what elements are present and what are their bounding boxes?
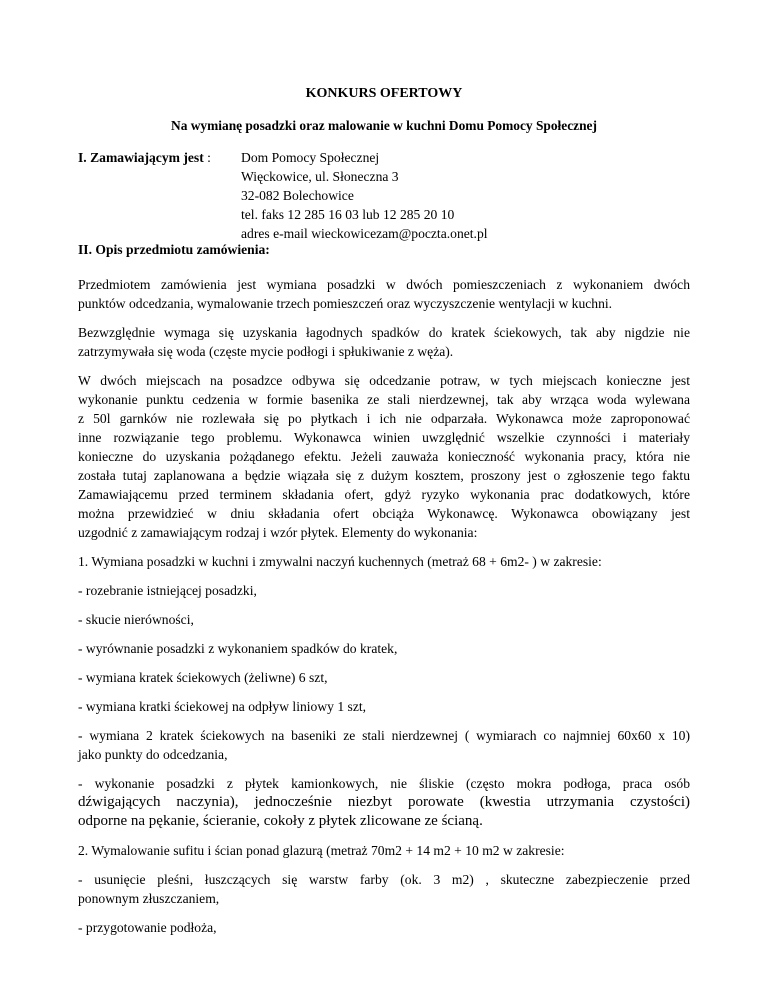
paragraph-line: Przedmiotem zamówienia jest wymiana posadzki w dwóch pomieszczeniach z wykonaniem dwóch xyxy=(78,277,690,292)
document-title: KONKURS OFERTOWY xyxy=(305,86,463,101)
orderer-section xyxy=(78,148,698,243)
paragraph xyxy=(78,552,690,571)
paragraph-line: - wymiana kratki ściekowej na odpływ liniowy 1 szt, xyxy=(78,699,367,714)
paragraph-line: 2. Wymalowanie sufitu i ścian ponad glazurą (metraż 70m2 + 14 m2 + 10 m2 w zakresie: xyxy=(78,843,565,858)
orderer-email: adres e-mail wieckowicezam@poczta.onet.pl xyxy=(241,226,488,241)
paragraph-line: inne rozwiązanie tego problemu. Wykonawca winien uwzględnić wszelkie czynności i materiały xyxy=(78,430,690,445)
orderer-street: Więckowice, ul. Słoneczna 3 xyxy=(241,169,399,184)
paragraph-line: można przewidzieć w dniu składania ofert obciąża Wykonawcę. Wykonawca obowiązany jest xyxy=(78,506,690,521)
orderer-phone: tel. faks 12 285 16 03 lub 12 285 20 10 xyxy=(241,207,455,222)
section-heading: II. Opis przedmiotu zamówienia: xyxy=(78,242,270,257)
paragraph xyxy=(78,639,690,658)
paragraph xyxy=(78,668,690,687)
paragraph xyxy=(78,581,690,600)
paragraph xyxy=(78,841,690,860)
orderer-address xyxy=(241,148,488,243)
paragraph-line: konieczne do uzyskania pożądanego efektu. Jeżeli zauważa konieczność wykonania pracy, która nie xyxy=(78,449,690,464)
document-body xyxy=(78,275,690,947)
paragraph-line: wykonanie punktu cedzenia w formie basenika ze stali nierdzewnej, tak aby wrząca woda wylewana xyxy=(78,392,690,407)
paragraph xyxy=(78,870,690,908)
paragraph xyxy=(78,371,690,542)
paragraph-line: - wymiana 2 kratek ściekowych na baseniki ze stali nierdzewnej ( wymiarach co najmniej 60x60 x 10) xyxy=(78,728,690,743)
paragraph-line: - skucie nierówności, xyxy=(78,612,194,627)
paragraph-line: odporne na pękanie, ścieranie, cokoły z płytek zlicowane ze ścianą. xyxy=(78,813,483,829)
paragraph-line: - rozebranie istniejącej posadzki, xyxy=(78,583,257,598)
paragraph xyxy=(78,918,690,937)
paragraph xyxy=(78,697,690,716)
paragraph-line: - wymiana kratek ściekowych (żeliwne) 6 szt, xyxy=(78,670,328,685)
paragraph-line: dźwigających naczynia), jednocześnie niezbyt porowate (kwestia utrzymania czystości) xyxy=(78,794,690,810)
paragraph-line: uzgodnić z zamawiającym rodzaj i wzór płytek. Elementy do wykonania: xyxy=(78,525,478,540)
paragraph xyxy=(78,774,690,831)
paragraph-line: - usunięcie pleśni, łuszczących się warstw farby (ok. 3 m2) , skuteczne zabezpieczenie przed xyxy=(78,872,690,887)
paragraph-line: ponownym złuszczaniem, xyxy=(78,891,220,906)
paragraph xyxy=(78,323,690,361)
paragraph xyxy=(78,275,690,313)
paragraph xyxy=(78,610,690,629)
paragraph xyxy=(78,726,690,764)
document-subtitle: Na wymianę posadzki oraz malowanie w kuchni Domu Pomocy Społecznej xyxy=(171,118,597,133)
paragraph-line: - wyrównanie posadzki z wykonaniem spadków do kratek, xyxy=(78,641,398,656)
paragraph-line: punktów odcedzania, wymalowanie trzech pomieszczeń oraz wyczyszczenie wentylacji w kuchni. xyxy=(78,296,613,311)
paragraph-line: W dwóch miejscach na posadzce odbywa się odcedzanie potraw, w tych miejscach konieczne jest xyxy=(78,373,690,388)
paragraph-line: Zamawiającemu przed terminem składania ofert, gdyż ryzyko wykonania prac dodatkowych, które xyxy=(78,487,690,502)
paragraph-line: Bezwzględnie wymaga się uzyskania łagodnych spadków do kratek ściekowych, tak aby nigdzie nie xyxy=(78,325,690,340)
paragraph-line: 1. Wymiana posadzki w kuchni i zmywalni naczyń kuchennych (metraż 68 + 6m2- ) w zakresie: xyxy=(78,554,602,569)
orderer-postcode: 32-082 Bolechowice xyxy=(241,188,354,203)
paragraph-line: została tutaj zaplanowana a będzie wiązała się z dużym kosztem, proszony jest o zgłoszenie tego faktu xyxy=(78,468,690,483)
paragraph-line: - wykonanie posadzki z płytek kamionkowych, nie śliskie (często mokra podłoga, praca osób xyxy=(78,776,690,791)
paragraph-line: - przygotowanie podłoża, xyxy=(78,920,217,935)
paragraph-line: zatrzymywała się woda (częste mycie podłogi i spłukiwanie z węża). xyxy=(78,344,454,359)
orderer-label: I. Zamawiającym jest : xyxy=(78,150,211,165)
paragraph-line: jako punkty do odcedzania, xyxy=(78,747,228,762)
orderer-name: Dom Pomocy Społecznej xyxy=(241,150,380,165)
paragraph-line: z 50l garnków nie rozlewała się po płytkach i ich nie odparzała. Wykonawca może zaproponować xyxy=(78,411,690,426)
